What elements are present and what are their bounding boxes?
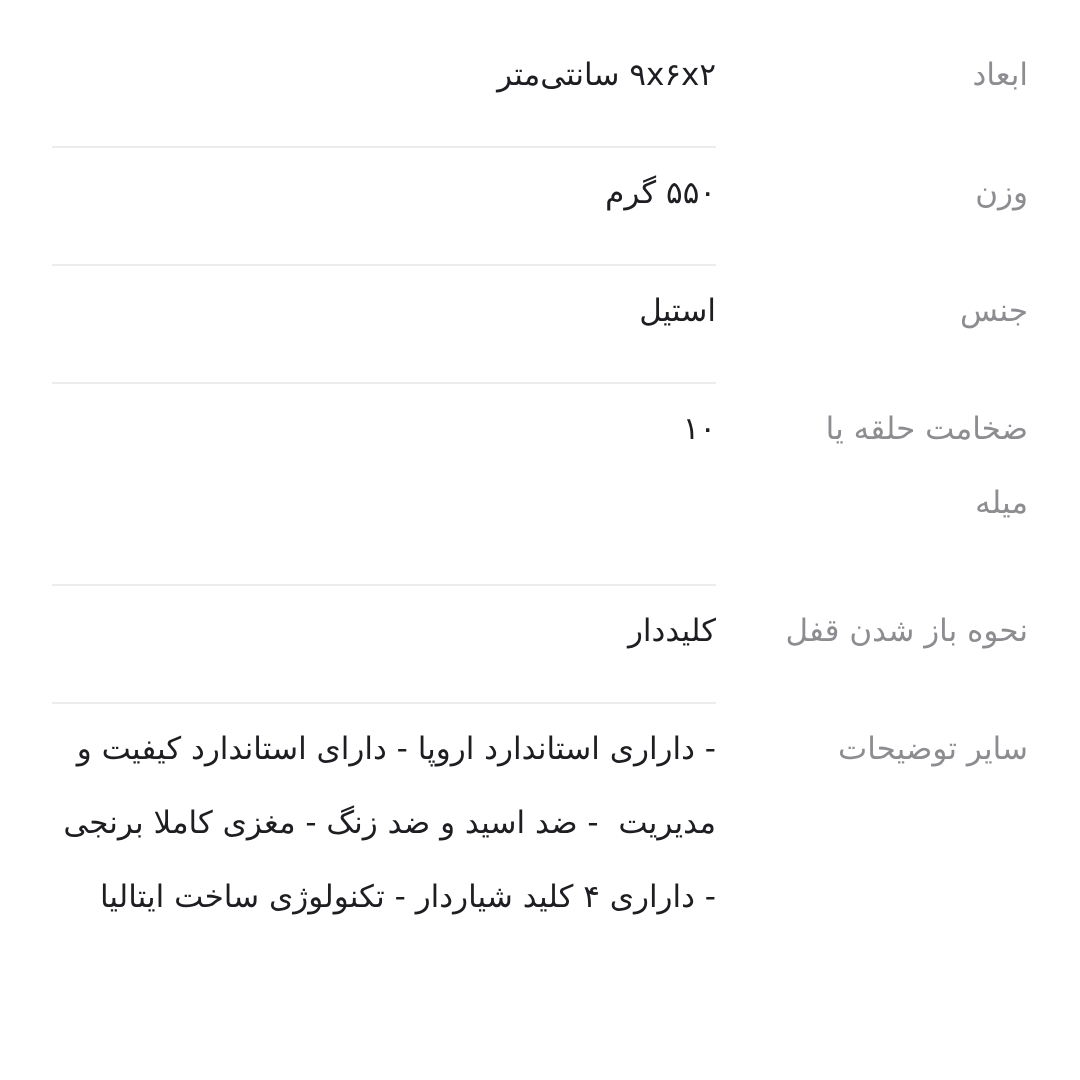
spec-label: وزن	[975, 175, 1028, 211]
spec-value-cell	[52, 266, 716, 384]
spec-value-spacer	[52, 466, 716, 540]
spec-row-material	[52, 266, 1028, 384]
spec-label: ابعاد	[972, 57, 1028, 93]
spec-row-lock-opening	[52, 586, 1028, 704]
spec-value: ۵۵۰ گرم	[605, 175, 716, 211]
spec-value-cell	[52, 30, 716, 148]
spec-label: نحوه باز شدن قفل	[785, 613, 1028, 649]
spec-row-weight	[52, 148, 1028, 266]
spec-value: کلیددار	[627, 613, 716, 649]
spec-label: سایر توضیحات	[838, 731, 1028, 767]
spec-value-cell	[52, 148, 716, 266]
spec-value: استیل	[639, 293, 716, 329]
product-specs-table	[52, 30, 1028, 968]
spec-row-shackle-thickness	[52, 384, 1028, 586]
spec-value-cell	[52, 586, 716, 704]
spec-value-cell	[52, 384, 716, 586]
spec-value: ۹x۶x۲ سانتی‌متر	[497, 57, 716, 93]
spec-label: ضخامت حلقه یا میله	[825, 411, 1028, 521]
spec-value: ۱۰	[682, 411, 716, 447]
spec-label: جنس	[959, 293, 1028, 329]
spec-row-dimensions	[52, 30, 1028, 148]
spec-row-other-details	[52, 704, 1028, 968]
spec-value: - داراری استاندارد اروپا - دارای استاندارد کیفیت و مدیریت - ضد اسید و ضد زنگ - مغزی کاملا برنجی - داراری ۴ کلید شیاردار - تکنولوژی ساخت ایتالیا	[53, 731, 716, 915]
spec-value-cell	[52, 704, 716, 968]
